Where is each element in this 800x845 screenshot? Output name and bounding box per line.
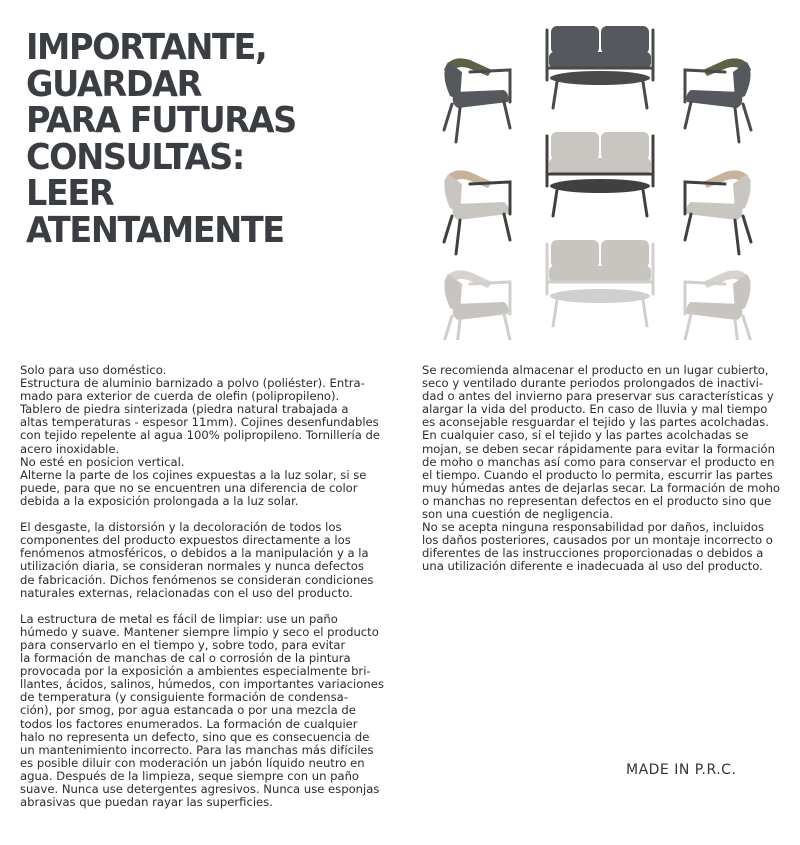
furniture-illustration [430,10,770,340]
title-line: LEER [26,173,114,214]
furniture-row-light [444,240,751,340]
paragraph: El desgaste, la distorsión y la decoloración de todos los componentes del producto expuestos directamente a los fenómenos atmosféricos, o debidos a la manipulación y a la utilización diaria, se consideran normales y nunca defectos de fabricación. Dichos fenómenos se consideran condiciones naturales externas, relacionadas con el uso del producto. [20,520,374,600]
title-line: IMPORTANTE, [26,27,267,68]
paragraph: Solo para uso doméstico. Estructura de aluminio barnizado a polvo (poliéster). Entra- mado para exterior de cuerda de olefin (polipropileno). Tablero de piedra sinterizada (piedra natural trabajada a altas temperaturas - espesor 11mm). Cojines desenfundables con tejido repelente al agua 100% polipropileno. Tornillería de acero inoxidable. No esté en posicion vertical. Alterne la parte de los cojines expuestas a la luz solar, si se puede, para que no se encuentren una diferencia de color debida a la exposición prolongada a la luz solar. [20,363,380,508]
paragraph: La estructura de metal es fácil de limpiar: use un paño húmedo y suave. Mantener siempre limpio y seco el producto para conservarlo en el tiempo y, sobre todo, para evitar la formación de manchas de cal o corrosión de la pintura provocada por la exposición a ambientes especialmente bri- llantes, ácidos, salinos, húmedos, con importantes variaciones de temperatura (y consiguiente formación de condensa- ción), por smog, por agua estancada o por una mezcla de todos los factores enumerados. La formación de cualquier halo no representa un defecto, sino que es consecuencia de un mantenimiento incorrecto. Para las manchas más difíciles es posible diluir con moderación un jabón líquido neutro en agua. Después de la limpieza, seque siempre con un paño suave. Nunca use detergentes agresivos. Nunca use esponjas abrasivas que puedan rayar las superficies. [20,611,384,810]
paragraph: Se recomienda almacenar el producto en un lugar cubierto, seco y ventilado durante periodos prolongados de inactivi- dad o antes del invierno para preservar sus características y alargar la vida del producto. En caso de lluvia y mal tiempo es aconsejable resguardar el tejido y las partes acolchadas. En cualquier caso, si el tejido y las partes acolchadas se mojan, se deben secar rápidamente para evitar la formación de moho o manchas así como para conservar el producto en el tiempo. Cuando el producto lo permita, escurrir las partes muy húmedas antes de dejarlas secar. La formación de moho o manchas no representan defectos en el producto sino que son una cuestión de negligencia. No se acepta ninguna responsabilidad por daños, incluidos los daños posteriores, causados por un montaje incorrecto o diferentes de las instrucciones proporcionadas o debidos a una utilización diferente e inadecuada al uso del producto. [422,363,781,574]
title-line: ATENTAMENTE [26,209,284,251]
right-text-column [422,364,782,587]
title-line: CONSULTAS: [26,136,244,178]
title-line: PARA FUTURAS [26,100,296,141]
left-text-column [20,364,390,822]
furniture-row-dark [444,26,751,142]
page-title [26,27,379,251]
made-in-label: MADE IN P.R.C. [626,762,737,778]
title-line: GUARDAR [26,63,202,105]
furniture-row-grey [444,132,751,254]
